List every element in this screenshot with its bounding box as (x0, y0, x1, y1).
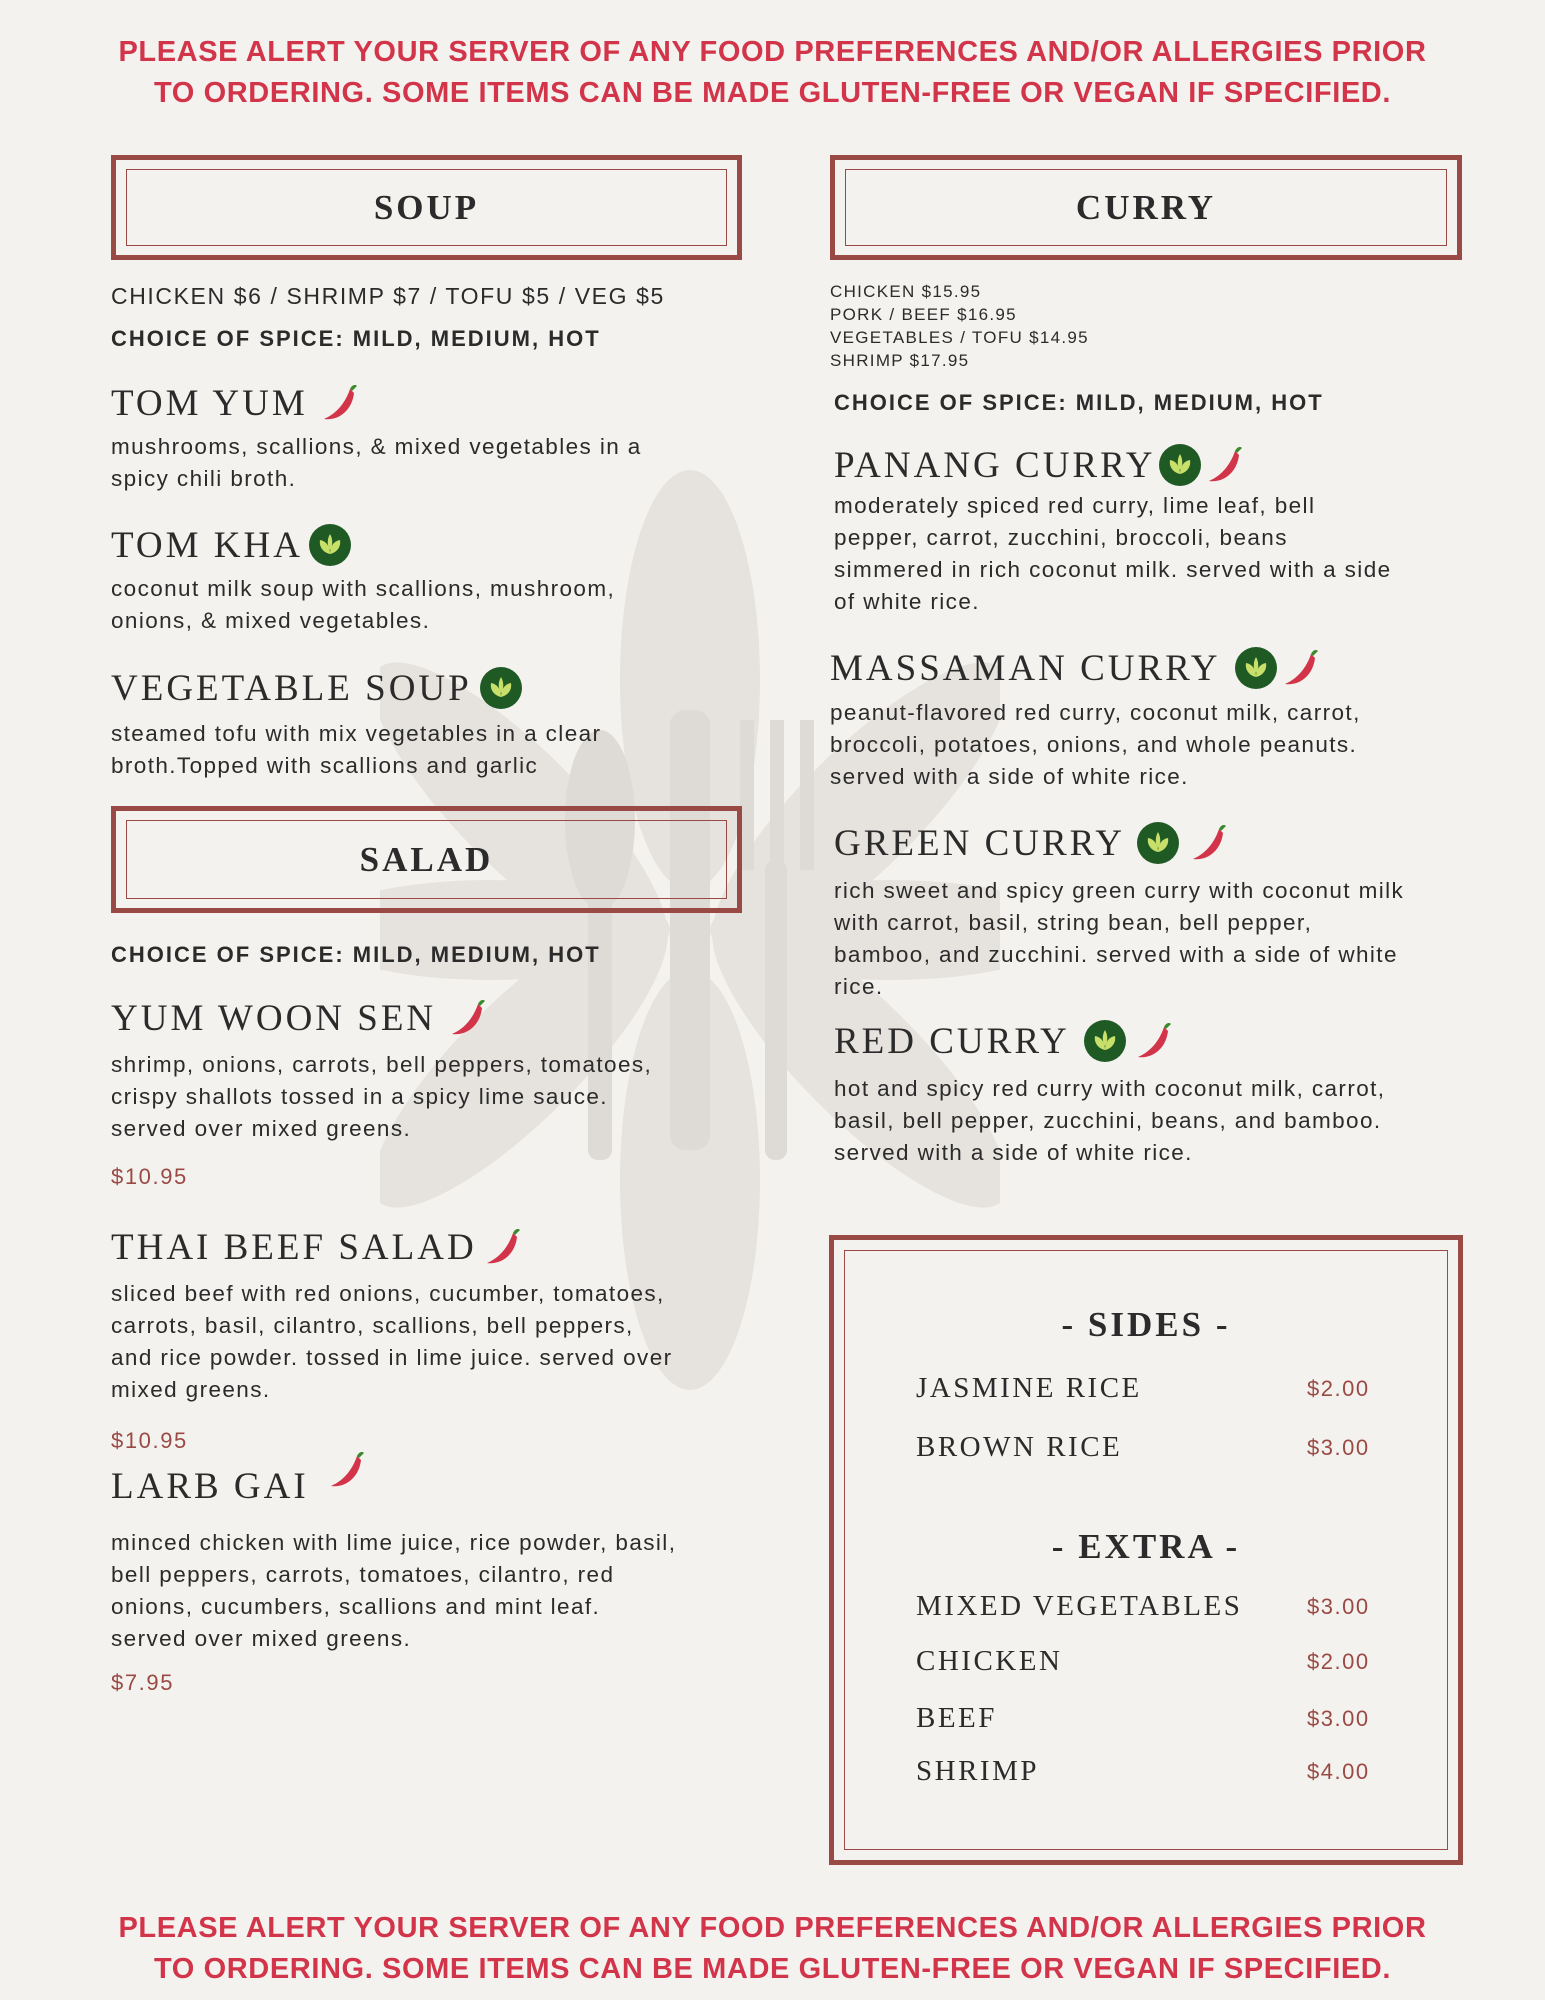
chili-pepper-icon (1185, 821, 1229, 865)
extra-item-price: $3.00 (1307, 1706, 1370, 1731)
alert-line: PLEASE ALERT YOUR SERVER OF ANY FOOD PREFERENCES AND/OR ALLERGIES PRIOR (118, 36, 1427, 68)
item-name: THAI BEEF SALAD (111, 1226, 477, 1268)
extra-item-name: SHRIMP (916, 1755, 1039, 1787)
vegan-leaf-icon (1137, 822, 1179, 864)
extra-item-price: $2.00 (1307, 1649, 1370, 1674)
menu-item-title (111, 378, 360, 428)
menu-item-title (111, 520, 351, 570)
desc-line: served with a side of white rice. (830, 764, 1189, 789)
curry-price-line: SHRIMP $17.95 (830, 351, 970, 370)
chili-pepper-icon (323, 1448, 367, 1492)
vegan-leaf-icon (1159, 444, 1201, 486)
desc-line: moderately spiced red curry, lime leaf, bell (834, 493, 1316, 518)
soup-section-header (111, 155, 742, 260)
menu-item-title (834, 818, 1229, 868)
chili-pepper-icon (1277, 646, 1321, 690)
desc-line: steamed tofu with mix vegetables in a clear (111, 721, 602, 746)
desc-line: minced chicken with lime juice, rice powder, basil, (111, 1530, 677, 1555)
menu-item-title (111, 1222, 523, 1272)
side-item-name: BROWN RICE (916, 1431, 1123, 1463)
desc-line: with carrot, basil, string bean, bell pepper, (834, 910, 1313, 935)
extra-item-name: CHICKEN (916, 1645, 1063, 1677)
menu-item-description (834, 875, 1404, 1003)
chili-pepper-icon (444, 996, 488, 1040)
curry-price-line: CHICKEN $15.95 (830, 282, 982, 301)
item-name: PANANG CURRY (834, 444, 1156, 486)
extra-item-price: $4.00 (1307, 1759, 1370, 1784)
menu-item-title (111, 993, 488, 1043)
desc-line: served over mixed greens. (111, 1116, 412, 1141)
side-item-name: JASMINE RICE (916, 1372, 1142, 1404)
soup-spice-choice: CHOICE OF SPICE: MILD, MEDIUM, HOT (111, 326, 601, 351)
allergy-alert-top (0, 32, 1545, 114)
extra-header: - EXTRA - (1051, 1527, 1241, 1566)
item-name: YUM WOON SEN (111, 997, 437, 1039)
desc-line: peanut-flavored red curry, coconut milk, carrot, (830, 700, 1361, 725)
chili-pepper-icon (316, 381, 360, 425)
item-price: $10.95 (111, 1164, 188, 1189)
alert-line: PLEASE ALERT YOUR SERVER OF ANY FOOD PREFERENCES AND/OR ALLERGIES PRIOR (118, 1912, 1427, 1944)
desc-line: hot and spicy red curry with coconut milk, carrot, (834, 1076, 1386, 1101)
menu-item-description (111, 1527, 676, 1655)
desc-line: of white rice. (834, 589, 980, 614)
vegan-leaf-icon (1235, 647, 1277, 689)
menu-item-title (830, 643, 1321, 693)
menu-item-description (111, 431, 642, 495)
vegan-leaf-icon (480, 667, 522, 709)
chili-pepper-icon (1130, 1019, 1174, 1063)
desc-line: carrots, basil, cilantro, scallions, bell peppers, (111, 1313, 634, 1338)
item-name: LARB GAI (111, 1466, 309, 1507)
desc-line: coconut milk soup with scallions, mushroom, (111, 576, 616, 601)
desc-line: onions, cucumbers, scallions and mint leaf. (111, 1594, 601, 1619)
desc-line: sliced beef with red onions, cucumber, tomatoes, (111, 1281, 665, 1306)
desc-line: and rice powder. tossed in lime juice. served over (111, 1345, 673, 1370)
menu-item-description (111, 573, 615, 637)
extra-item-name: MIXED VEGETABLES (916, 1590, 1243, 1622)
sides-header: - SIDES - (1061, 1305, 1231, 1344)
extra-item-name: BEEF (916, 1702, 997, 1734)
curry-prices (830, 280, 1089, 372)
desc-line: bell peppers, carrots, tomatoes, cilantro, red (111, 1562, 615, 1587)
item-name: RED CURRY (834, 1020, 1070, 1062)
curry-price-line: VEGETABLES / TOFU $14.95 (830, 328, 1089, 347)
menu-item-title (834, 440, 1245, 490)
curry-price-line: PORK / BEEF $16.95 (830, 305, 1017, 324)
item-name: VEGETABLE SOUP (111, 667, 472, 709)
item-name: TOM KHA (111, 524, 303, 566)
salad-spice-choice: CHOICE OF SPICE: MILD, MEDIUM, HOT (111, 942, 601, 967)
desc-line: mixed greens. (111, 1377, 271, 1402)
menu-item-title (834, 1016, 1174, 1066)
menu-item-description (111, 1049, 652, 1145)
curry-spice-choice: CHOICE OF SPICE: MILD, MEDIUM, HOT (834, 390, 1324, 415)
allergy-alert-bottom (0, 1908, 1545, 1990)
menu-item-description (111, 1278, 673, 1406)
curry-section-header (830, 155, 1462, 260)
desc-line: spicy chili broth. (111, 466, 297, 491)
menu-item-description (834, 490, 1392, 618)
menu-item-description (111, 718, 601, 782)
menu-item-title (111, 663, 522, 713)
alert-line: TO ORDERING. SOME ITEMS CAN BE MADE GLUTEN-FREE OR VEGAN IF SPECIFIED. (154, 1953, 1391, 1985)
side-item-price: $3.00 (1307, 1435, 1370, 1460)
soup-prices: CHICKEN $6 / SHRIMP $7 / TOFU $5 / VEG $5 (111, 283, 665, 309)
desc-line: pepper, carrot, zucchini, broccoli, beans (834, 525, 1288, 550)
item-price: $10.95 (111, 1428, 188, 1453)
chili-pepper-icon (1201, 443, 1245, 487)
menu-item-description (834, 1073, 1385, 1169)
menu-item-description (830, 697, 1361, 793)
desc-line: rich sweet and spicy green curry with coconut milk (834, 878, 1405, 903)
section-title: SALAD (126, 820, 727, 899)
menu-item-title (111, 1448, 367, 1508)
item-name: GREEN CURRY (834, 822, 1126, 864)
desc-line: basil, bell pepper, zucchini, beans, and bamboo. (834, 1108, 1382, 1133)
vegan-leaf-icon (1084, 1020, 1126, 1062)
desc-line: onions, & mixed vegetables. (111, 608, 431, 633)
chili-pepper-icon (479, 1225, 523, 1269)
extra-item-price: $3.00 (1307, 1594, 1370, 1619)
desc-line: served with a side of white rice. (834, 1140, 1193, 1165)
desc-line: rice. (834, 974, 884, 999)
item-name: TOM YUM (111, 382, 308, 424)
section-title: CURRY (845, 169, 1447, 246)
desc-line: broth.Topped with scallions and garlic (111, 753, 539, 778)
desc-line: crispy shallots tossed in a spicy lime sauce. (111, 1084, 608, 1109)
item-price: $7.95 (111, 1670, 175, 1695)
section-title: SOUP (126, 169, 727, 246)
desc-line: served over mixed greens. (111, 1626, 412, 1651)
desc-line: simmered in rich coconut milk. served with a side (834, 557, 1392, 582)
vegan-leaf-icon (309, 524, 351, 566)
desc-line: shrimp, onions, carrots, bell peppers, tomatoes, (111, 1052, 653, 1077)
desc-line: broccoli, potatoes, onions, and whole peanuts. (830, 732, 1358, 757)
salad-section-header (111, 806, 742, 913)
desc-line: mushrooms, scallions, & mixed vegetables in a (111, 434, 642, 459)
side-item-price: $2.00 (1307, 1376, 1370, 1401)
desc-line: bamboo, and zucchini. served with a side of white (834, 942, 1398, 967)
item-name: MASSAMAN CURRY (830, 647, 1221, 689)
alert-line: TO ORDERING. SOME ITEMS CAN BE MADE GLUTEN-FREE OR VEGAN IF SPECIFIED. (154, 77, 1391, 109)
